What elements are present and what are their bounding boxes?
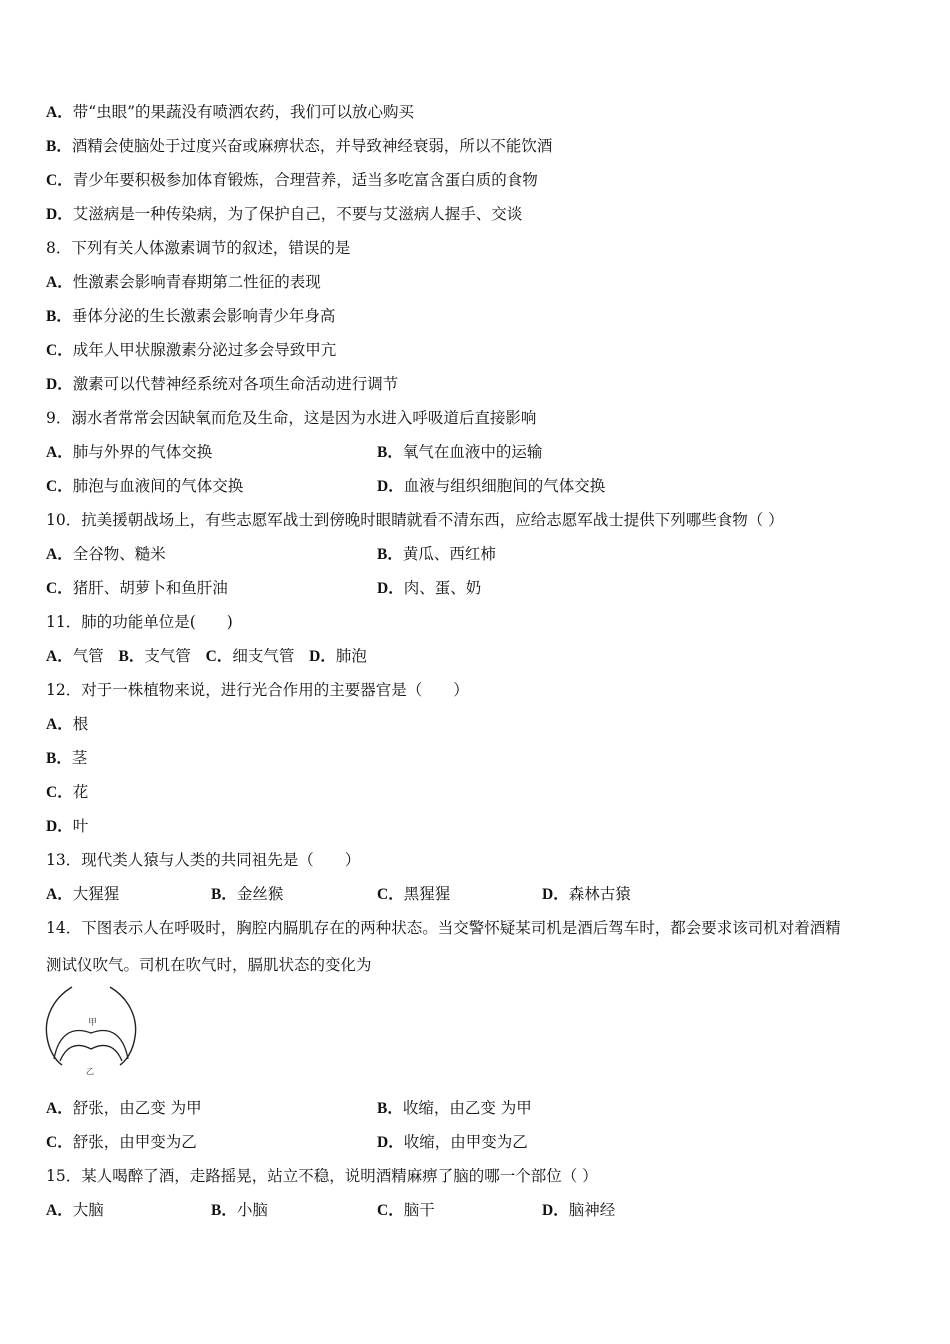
q13-option-c: C．黑猩猩 xyxy=(377,885,451,903)
diaphragm-figure xyxy=(44,985,138,1077)
q13-option-a: A．大猩猩 xyxy=(46,885,120,903)
q8-stem: 8．下列有关人体激素调节的叙述，错误的是 xyxy=(46,239,351,257)
q15-stem: 15．某人喝醉了酒，走路摇晃，站立不稳，说明酒精麻痹了脑的哪一个部位（ ） xyxy=(46,1167,598,1185)
q7-option-b: B．酒精会使脑处于过度兴奋或麻痹状态，并导致神经衰弱，所以不能饮酒 xyxy=(46,137,553,155)
q10-option-c: C．猪肝、胡萝卜和鱼肝油 xyxy=(46,579,228,597)
q14-option-d: D．收缩，由甲变为乙 xyxy=(377,1133,528,1151)
q12-stem: 12．对于一株植物来说，进行光合作用的主要器官是（ ） xyxy=(46,681,469,699)
q8-option-d: D．激素可以代替神经系统对各项生命活动进行调节 xyxy=(46,375,399,393)
q9-option-c: C．肺泡与血液间的气体交换 xyxy=(46,477,244,495)
q7-option-d: D．艾滋病是一种传染病，为了保护自己，不要与艾滋病人握手、交谈 xyxy=(46,205,523,223)
q10-option-b: B．黄瓜、西红柿 xyxy=(377,545,496,563)
q13-option-d: D．森林古猿 xyxy=(542,885,631,903)
q13-option-b: B．金丝猴 xyxy=(211,885,284,903)
q8-option-a: A．性激素会影响青春期第二性征的表现 xyxy=(46,273,321,291)
q15-option-c: C．脑干 xyxy=(377,1201,435,1219)
q14-option-a: A．舒张，由乙变 为甲 xyxy=(46,1099,202,1117)
q11-options: A．气管 B．支气管 C．细支气管 D．肺泡 xyxy=(46,647,367,665)
q10-option-a: A．全谷物、糙米 xyxy=(46,545,166,563)
q11-stem: 11．肺的功能单位是( ) xyxy=(46,613,233,631)
q12-option-d: D．叶 xyxy=(46,817,89,835)
q10-option-d: D．肉、蛋、奶 xyxy=(377,579,482,597)
q14-stem-line2: 测试仪吹气。司机在吹气时，膈肌状态的变化为 xyxy=(46,956,372,974)
q15-option-d: D．脑神经 xyxy=(542,1201,616,1219)
q10-stem: 10．抗美援朝战场上，有些志愿军战士到傍晚时眼睛就看不清东西，应给志愿军战士提供下列哪些食物（ ） xyxy=(46,511,784,529)
q14-option-b: B．收缩，由乙变 为甲 xyxy=(377,1099,532,1117)
q9-option-b: B．氧气在血液中的运输 xyxy=(377,443,543,461)
q9-option-a: A．肺与外界的气体交换 xyxy=(46,443,213,461)
q8-option-c: C．成年人甲状腺激素分泌过多会导致甲亢 xyxy=(46,341,337,359)
q12-option-c: C．花 xyxy=(46,783,89,801)
q9-option-d: D．血液与组织细胞间的气体交换 xyxy=(377,477,606,495)
q12-option-b: B．茎 xyxy=(46,749,88,767)
q7-option-c: C．青少年要积极参加体育锻炼，合理营养，适当多吃富含蛋白质的食物 xyxy=(46,171,538,189)
q15-option-b: B．小脑 xyxy=(211,1201,268,1219)
q13-stem: 13．现代类人猿与人类的共同祖先是（ ） xyxy=(46,851,361,869)
q12-option-a: A．根 xyxy=(46,715,89,733)
q9-stem: 9．溺水者常常会因缺氧而危及生命，这是因为水进入呼吸道后直接影响 xyxy=(46,409,537,427)
figure-label-top: 甲 xyxy=(88,1018,98,1028)
q15-option-a: A．大脑 xyxy=(46,1201,104,1219)
figure-label-bottom: 乙 xyxy=(86,1067,94,1076)
q14-stem-line1: 14．下图表示人在呼吸时，胸腔内膈肌存在的两种状态。当交警怀疑某司机是酒后驾车时，都会要求该司机对着酒精 xyxy=(46,919,841,937)
q14-option-c: C．舒张，由甲变为乙 xyxy=(46,1133,197,1151)
q8-option-b: B．垂体分泌的生长激素会影响青少年身高 xyxy=(46,307,336,325)
q7-option-a: A．带“虫眼”的果蔬没有喷洒农药，我们可以放心购买 xyxy=(46,103,415,121)
